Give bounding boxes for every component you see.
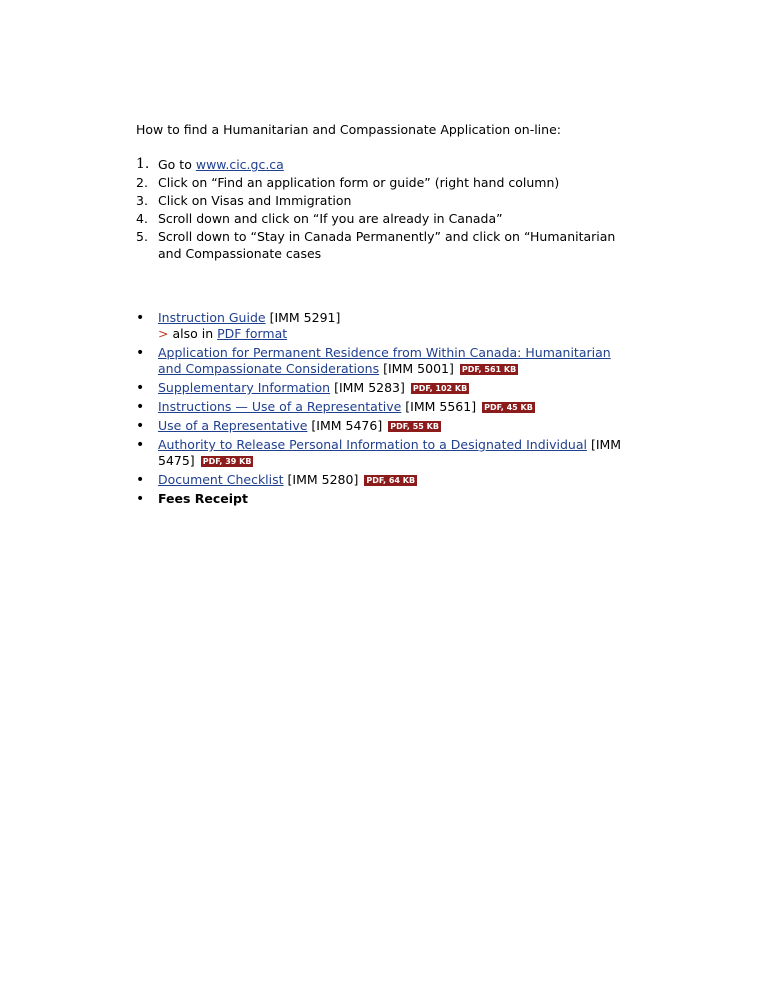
document-item-authority-release <box>136 437 636 469</box>
document-item-document-checklist <box>136 472 636 488</box>
pdf-size-badge: PDF, 39 KB <box>202 457 252 466</box>
step-number: 2. <box>136 175 148 190</box>
pdf-format-link[interactable]: PDF format <box>217 326 288 341</box>
bullet-icon: • <box>136 418 145 434</box>
step-text: Go to <box>158 157 196 172</box>
form-code: [IMM 5476] <box>307 418 383 433</box>
bullet-icon: • <box>136 310 145 326</box>
arrow-icon: > <box>158 326 169 341</box>
bullet-icon: • <box>136 345 145 361</box>
use-of-representative-link[interactable]: Use of a Representative <box>158 418 308 433</box>
step-item <box>136 192 636 209</box>
page-heading: How to find a Humanitarian and Compassionate Application on-line: <box>136 122 561 137</box>
form-code: [IMM 5283] <box>330 380 405 395</box>
form-code: [IMM 5001] <box>379 361 454 376</box>
fees-receipt-label: Fees Receipt <box>158 491 248 506</box>
bullet-icon: • <box>136 380 145 396</box>
bullet-icon: • <box>136 437 145 453</box>
step-text: Click on Visas and Immigration <box>158 193 352 208</box>
bullet-icon: • <box>136 399 145 415</box>
form-code: [IMM 5475] <box>158 437 622 468</box>
steps-list <box>136 156 636 263</box>
cic-website-link[interactable]: www.cic.gc.ca <box>195 157 284 172</box>
pdf-size-badge: PDF, 55 KB <box>390 422 439 431</box>
step-number: 5. <box>136 229 148 244</box>
step-number: 4. <box>136 211 148 226</box>
pdf-size-badge: PDF, 64 KB <box>366 476 416 485</box>
document-item-instructions-representative <box>136 399 636 415</box>
step-item <box>136 228 636 262</box>
step-number: 3. <box>136 193 148 208</box>
pdf-size-badge: PDF, 561 KB <box>461 365 517 374</box>
form-code: [IMM 5280] <box>283 472 359 487</box>
form-code: [IMM 5291] <box>265 310 341 325</box>
document-item-application-permanent-residence <box>136 345 636 377</box>
bullet-icon: • <box>136 491 145 507</box>
step-text: Scroll down and click on “If you are already in Canada” <box>158 211 503 226</box>
pdf-size-badge: PDF, 45 KB <box>484 403 533 412</box>
document-item-fees-receipt <box>136 491 636 507</box>
instructions-representative-link[interactable]: Instructions — Use of a Representative <box>158 399 402 414</box>
pdf-size-badge: PDF, 102 KB <box>412 384 468 393</box>
step-item <box>136 174 636 191</box>
step-text: Scroll down to “Stay in Canada Permanently” and click on “Humanitarian and Compassionate cases <box>158 229 616 261</box>
document-item-supplementary-information <box>136 380 636 396</box>
supplementary-information-link[interactable]: Supplementary Information <box>158 380 331 395</box>
step-number: 1. <box>136 156 150 172</box>
also-in-text: also in <box>168 326 218 341</box>
form-code: [IMM 5561] <box>401 399 477 414</box>
step-item <box>136 210 636 227</box>
bullet-icon: • <box>136 472 145 488</box>
step-text: Click on “Find an application form or guide” (right hand column) <box>158 175 560 190</box>
application-permanent-residence-link[interactable]: Application for Permanent Residence from Within Canada: Humanitarian and Compassionate Considerations <box>158 345 611 376</box>
document-checklist-link[interactable]: Document Checklist <box>158 472 284 487</box>
document-item-instruction-guide <box>136 310 636 342</box>
step-item <box>136 156 636 173</box>
documents-list <box>136 310 636 510</box>
authority-release-link[interactable]: Authority to Release Personal Information to a Designated Individual <box>158 437 587 452</box>
instruction-guide-link[interactable]: Instruction Guide <box>158 310 266 325</box>
document-item-use-of-representative <box>136 418 636 434</box>
